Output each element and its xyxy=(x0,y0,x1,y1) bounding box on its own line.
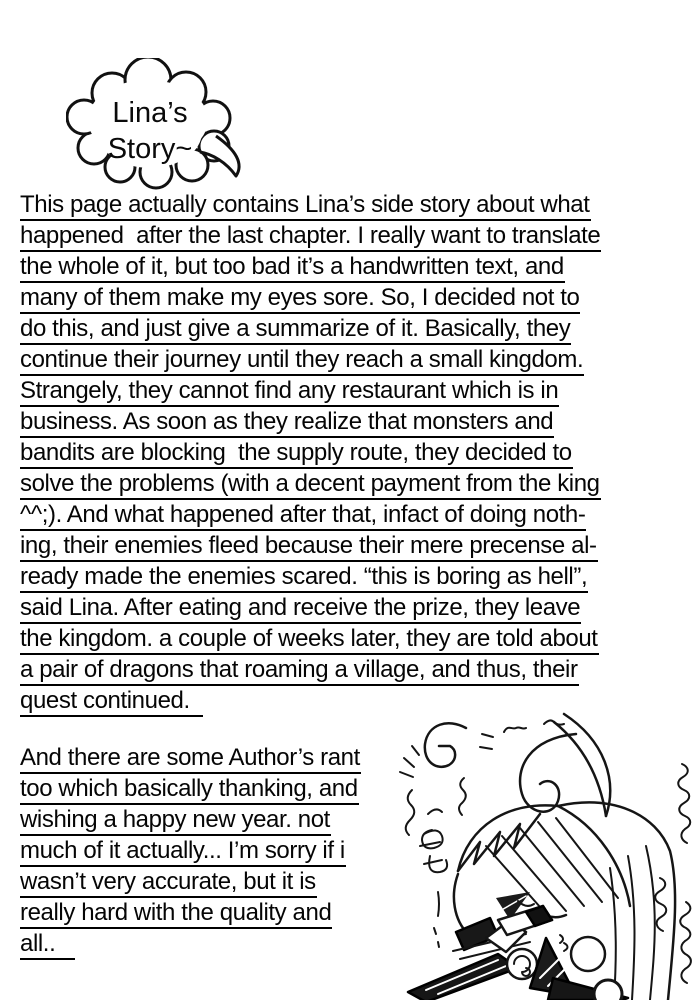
story-line: many of them make my eyes sore. So, I decided not to xyxy=(20,283,601,314)
story-line: Strangely, they cannot find any restaurant which is in xyxy=(20,376,601,407)
story-line: ^^;). And what happened after that, infact of doing noth- xyxy=(20,500,601,531)
story-line: do this, and just give a summarize of it. Basically, they xyxy=(20,314,601,345)
long-hair-strands xyxy=(610,846,655,1000)
note-line: really hard with the quality and xyxy=(20,898,361,929)
note-line: And there are some Author’s rant xyxy=(20,743,361,774)
authors-note-paragraph xyxy=(20,743,361,960)
ray-marks xyxy=(400,746,419,777)
story-paragraph xyxy=(20,190,601,717)
note-line: wishing a happy new year. not xyxy=(20,805,361,836)
note-line: much of it actually... I’m sorry if i xyxy=(20,836,361,867)
bubble-title-line1: Lina’s xyxy=(112,97,188,129)
story-line: the kingdom. a couple of weeks later, they are told about xyxy=(20,624,601,655)
hair-curl xyxy=(520,714,610,816)
lina-chibi-illustration xyxy=(398,706,700,1000)
story-line: solve the problems (with a decent payment from the king xyxy=(20,469,601,500)
sfx-left-scribble xyxy=(420,809,447,947)
note-line: all.. xyxy=(20,929,361,960)
story-line: ing, their enemies fleed because their mere precense al- xyxy=(20,531,601,562)
story-title-bubble xyxy=(66,58,251,193)
g-mark-scribble xyxy=(425,723,493,767)
note-line: wasn’t very accurate, but it is xyxy=(20,867,361,898)
story-line: happened after the last chapter. I really want to translate xyxy=(20,221,601,252)
story-line: quest continued. xyxy=(20,686,601,717)
note-line: too which basically thanking, and xyxy=(20,774,361,805)
story-line: This page actually contains Lina’s side story about what xyxy=(20,190,601,221)
bubble-title-line2: Story~ xyxy=(107,133,193,165)
story-line: the whole of it, but too bad it’s a handwritten text, and xyxy=(20,252,601,283)
story-line: a pair of dragons that roaming a village, and thus, their xyxy=(20,655,601,686)
story-line: business. As soon as they realize that monsters and xyxy=(20,407,601,438)
story-line: bandits are blocking the supply route, they decided to xyxy=(20,438,601,469)
story-line: said Lina. After eating and receive the prize, they leave xyxy=(20,593,601,624)
story-line: continue their journey until they reach a small kingdom. xyxy=(20,345,601,376)
story-line: ready made the enemies scared. “this is boring as hell”, xyxy=(20,562,601,593)
